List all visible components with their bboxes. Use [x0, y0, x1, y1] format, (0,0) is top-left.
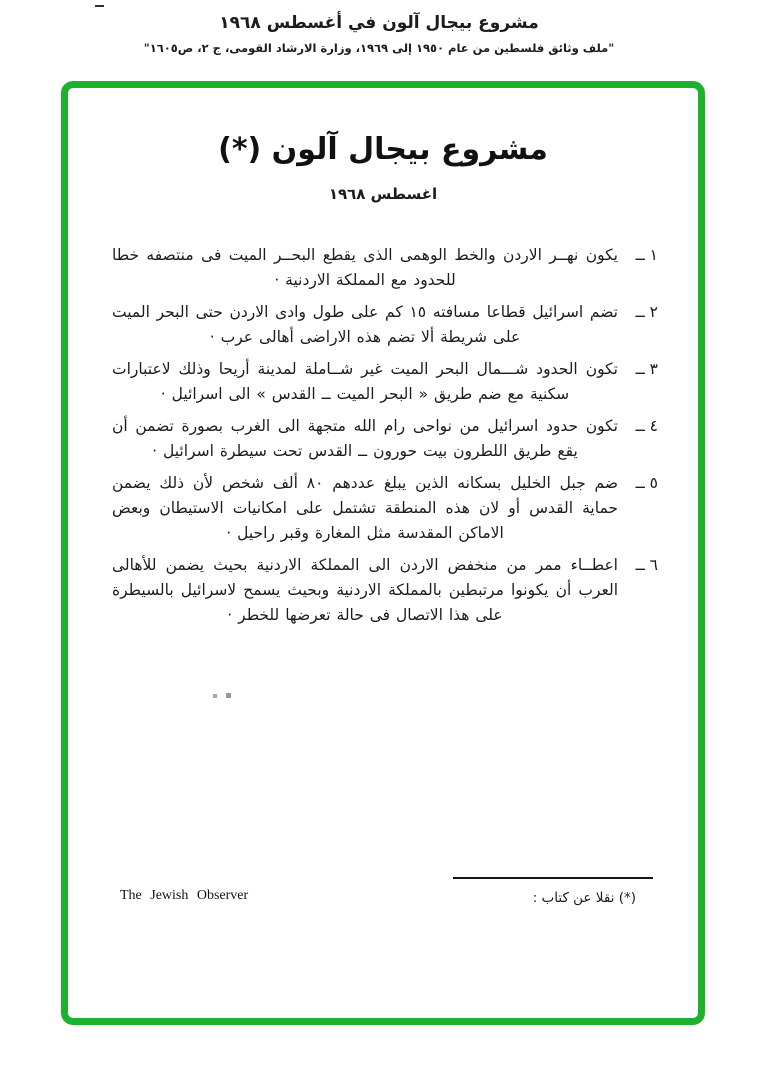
list-item: [112, 243, 658, 293]
document-date-subtitle: اغسطس ١٩٦٨: [328, 185, 438, 203]
list-item: [112, 553, 658, 628]
item-text: تكون الحدود شـــمال البحر الميت غير شــاملة لمدينة أريحا وذلك لاعتبارات سكنية مع ضم طريق « البحر الميت ــ القدس » الى اسرائيل ·: [112, 360, 618, 403]
item-number: ٦ ــ: [635, 556, 658, 574]
footnote-divider: [453, 877, 653, 879]
scan-artifact-dash: [95, 5, 104, 7]
item-text: يكون نهــر الاردن والخط الوهمى الذى يقطع البحــر الميت فى منتصفه خطا للحدود مع المملكة الاردنية ·: [112, 246, 618, 289]
list-item: [112, 300, 658, 350]
list-item: [112, 471, 658, 546]
list-item: [112, 414, 658, 464]
page-header: [0, 13, 758, 55]
document-frame: [61, 81, 705, 1025]
item-number: ٥ ــ: [635, 474, 658, 492]
scan-speck: [213, 694, 217, 698]
item-text: اعطــاء ممر من منخفض الاردن الى المملكة الاردنية بحيث يضمن للأهالى العرب أن يكونوا مرتبطين بالمملكة الاردنية وبحيث يسمح لاسرائيل بالسيطرة على هذا الاتصال فى حالة تعرضها للخطر ·: [112, 556, 618, 624]
item-number: ٢ ــ: [635, 303, 658, 321]
scan-speck: [226, 693, 231, 698]
document-title: مشروع بيجال آلون (*): [218, 132, 548, 167]
item-number: ١ ــ: [635, 246, 658, 264]
item-number: ٣ ــ: [635, 360, 658, 378]
source-citation-line: "ملف وثائق فلسطين من عام ١٩٥٠ إلى ١٩٦٩، وزارة الارشاد القومى، ج ٢، ص١٦٠٥": [143, 41, 615, 55]
item-text: ضم جبل الخليل بسكانه الذين يبلغ عددهم ٨٠ ألف شخص لأن ذلك يضمن حماية القدس أو لان هذه المنطقة تشتمل على امكانيات الاستيطان وبعض الاماكن المقدسة مثل المغارة وقبر راحيل ·: [112, 474, 618, 542]
item-number: ٤ ــ: [635, 417, 658, 435]
list-item: [112, 357, 658, 407]
item-text: تكون حدود اسرائيل من نواحى رام الله متجهة الى الغرب بصورة تضمن أن يقع طريق اللطرون بيت حورون ــ القدس تحت سيطرة اسرائيل ·: [112, 417, 618, 460]
publisher-name: The Jewish Observer: [120, 888, 249, 903]
clauses-list: [112, 243, 658, 635]
page-title: مشروع بيجال آلون في أغسطس ١٩٦٨: [219, 13, 539, 33]
footnote-label: (*) نقلا عن كتاب :: [532, 890, 636, 906]
item-text: تضم اسرائيل قطاعا مسافته ١٥ كم على طول وادى الاردن حتى البحر الميت على شريطة ألا تضم هذه الاراضى أهالى عرب ·: [112, 303, 618, 346]
